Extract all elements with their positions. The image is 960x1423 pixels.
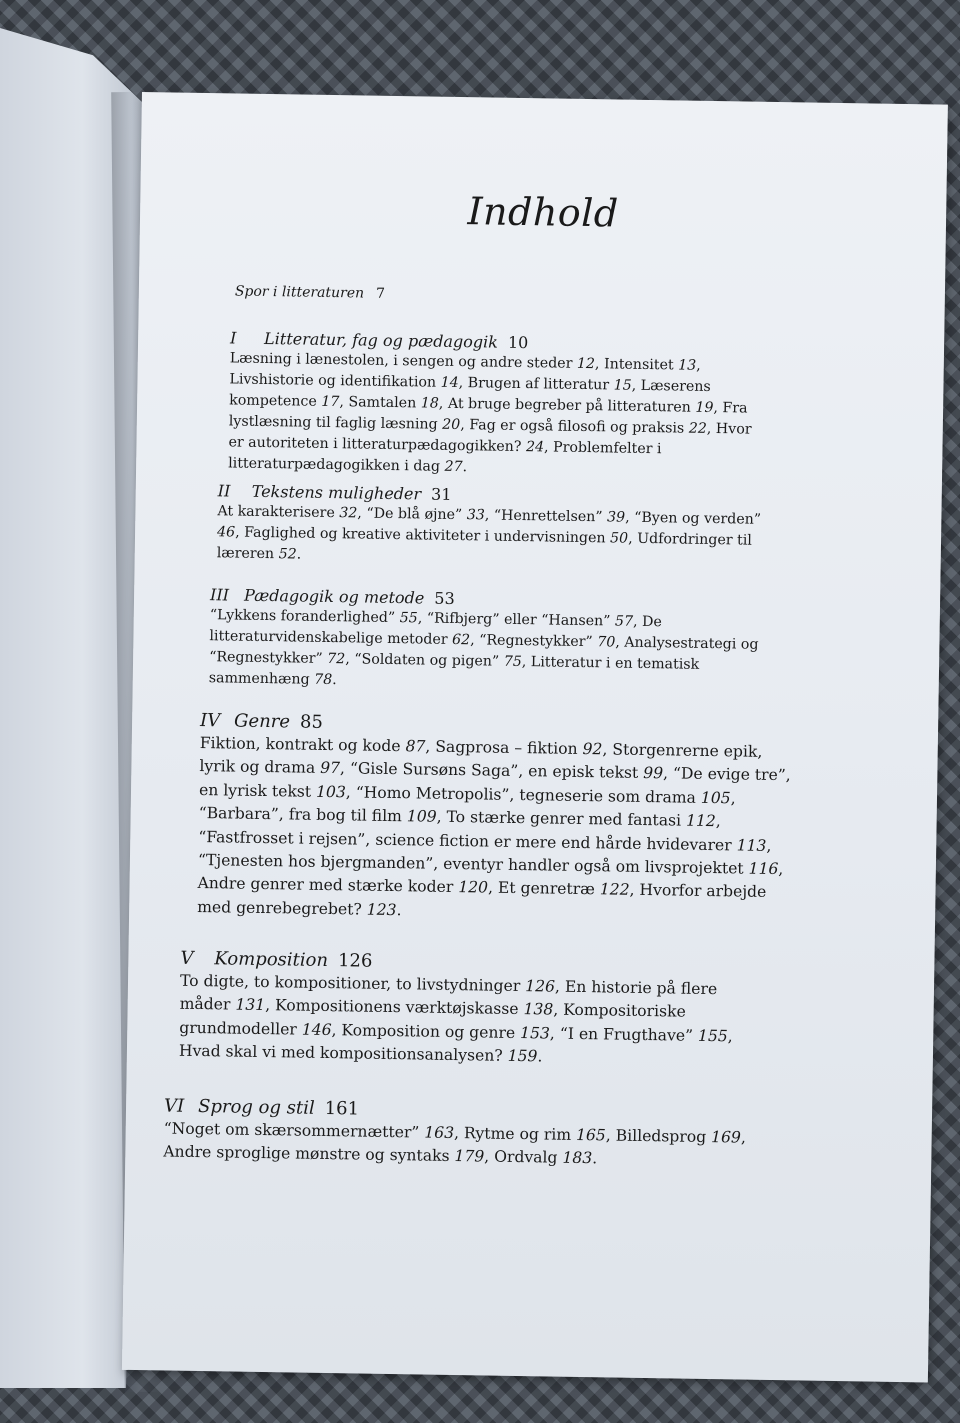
section-numeral: IV	[199, 709, 221, 732]
entry-title: Rytme og rim	[463, 1124, 572, 1144]
entry-title: Andre sproglige mønstre og syntaks	[163, 1142, 450, 1166]
entry-title: “Barbara”, fra bog til film	[198, 804, 403, 826]
toc-entry: “De evige tre”, en lyrisk tekst 103,	[198, 764, 791, 802]
section-title: Komposition	[214, 948, 329, 972]
toc-entry: Andre sproglige mønstre og syntaks 179,	[163, 1142, 495, 1167]
entry-page-number: 103	[315, 782, 346, 802]
entry-title: Problemfelter i litteraturpædagogikken i dag	[228, 439, 662, 475]
book-page	[122, 92, 948, 1383]
toc-section-5	[179, 948, 771, 1073]
toc-entry: To digte, to kompositioner, to livstydninger 126,	[179, 971, 566, 996]
entry-title: “Henrettelsen”	[493, 507, 603, 526]
section-entries	[197, 732, 800, 929]
entry-page-number: 146	[301, 1020, 332, 1039]
entry-title: “Soldaten og pigen”	[354, 651, 500, 670]
entry-title: De litteraturvidenskabelige metoder	[209, 613, 662, 648]
toc-entry: Brugen af litteratur 15,	[467, 375, 641, 394]
entry-page-number: 33	[466, 507, 485, 524]
entry-title: Læserens kompetence	[229, 377, 711, 410]
toc-entry: “Byen og verden” 46,	[216, 509, 762, 541]
entry-page-number: 19	[695, 399, 714, 417]
entry-page-number: 15	[613, 377, 632, 394]
entry-title: Sagprosa – fiktion	[435, 737, 578, 758]
toc-entry: Faglighed og kreative aktiviteter i undervisningen 50,	[244, 524, 638, 547]
entry-page-number: 24	[525, 439, 545, 456]
entry-title: Samtalen	[348, 394, 417, 412]
section-numeral: III	[209, 585, 230, 605]
entry-page-number: 52	[278, 546, 297, 563]
entry-page-number: 87	[405, 737, 426, 756]
entry-title: To digte, to kompositioner, to livstydninger	[179, 971, 521, 996]
section-title: Litteratur, fag og pædagogik	[263, 328, 499, 352]
toc-section-2	[217, 481, 766, 573]
entry-title: Fag er også filosofi og praksis	[469, 417, 685, 437]
entry-page-number: 165	[575, 1125, 606, 1145]
entry-title: At bruge begreber på litteraturen	[447, 395, 692, 416]
section-page-number: 31	[430, 484, 452, 504]
entry-title: Faglighed og kreative aktiviteter i undervisningen	[244, 524, 606, 547]
entry-title: Analysestrategi og “Regnestykker”	[209, 634, 759, 667]
entry-title: “Fastfrosset i rejsen”, science fiction er mere end hårde hvidevarer	[198, 827, 732, 854]
entry-page-number: 105	[700, 788, 731, 808]
entry-title: “I en Frugthave”	[559, 1024, 694, 1045]
toc-entry: “Henrettelsen” 39,	[493, 507, 635, 526]
section-page-number: 53	[434, 588, 455, 608]
toc-entry: “Homo Metropolis”, tegneserie som drama 105,	[355, 783, 736, 808]
toc-entry: Læsning i lænestolen, i sengen og andre steder 12,	[229, 350, 605, 373]
toc-entry: Kompositionens værktøjskasse 138,	[274, 996, 564, 1020]
section-page-number: 161	[324, 1097, 360, 1120]
entry-title: “Noget om skærsommernætter”	[163, 1119, 420, 1142]
entry-title: Kompositionens værktøjskasse	[274, 996, 519, 1019]
entry-page-number: 22	[688, 420, 707, 437]
toc-entry: To stærke genrer med fantasi 112,	[446, 808, 721, 831]
entry-title: Læsning i lænestolen, i sengen og andre steder	[229, 350, 573, 372]
entry-page-number: 14	[440, 374, 459, 392]
toc-entry: Analysestrategi og “Regnestykker” 72,	[209, 634, 759, 668]
entry-page-number: 109	[406, 807, 437, 826]
section-title: Genre	[233, 710, 291, 733]
section-entries	[179, 970, 770, 1073]
entry-title: “Gisle Sursøns Saga”, en episk tekst	[349, 759, 639, 783]
entry-title: Andre genrer med stærke koder	[197, 874, 454, 897]
entry-title: “De evige tre”, en lyrisk tekst	[198, 764, 791, 801]
entry-title: Brugen af litteratur	[467, 375, 610, 394]
entry-page-number: 20	[442, 416, 461, 434]
toc-section-4	[197, 710, 800, 929]
entry-title: “Tjenesten hos bjergmanden”, eventyr handler også om livsprojektet	[197, 851, 744, 878]
toc-entry: “Gisle Sursøns Saga”, en episk tekst 99,	[349, 759, 674, 783]
entry-page-number: 123	[366, 900, 397, 919]
entry-page-number: 32	[339, 505, 358, 522]
entry-title: Et genretræ	[497, 879, 595, 899]
section-title: Pædagogik og metode	[243, 585, 425, 608]
toc-entry: Fra lystlæsning til faglig læsning 20,	[228, 400, 748, 434]
entry-title: Intensitet	[603, 356, 674, 374]
toc-entry: “Noget om skærsommernætter” 163,	[163, 1119, 465, 1143]
toc-entry: Andre genrer med stærke koder 120,	[197, 874, 499, 898]
toc-entry: Intensitet 13,	[603, 356, 701, 374]
entry-title: To stærke genrer med fantasi	[446, 808, 682, 830]
intro-label: Spor i litteraturen	[234, 283, 365, 302]
toc-entry: Komposition og genre 153,	[341, 1021, 560, 1043]
entry-page-number: 78	[314, 671, 333, 689]
entry-title: Storgenrerne epik, lyrik og drama	[199, 740, 763, 778]
entry-page-number: 75	[503, 653, 522, 671]
section-page-number: 85	[299, 711, 324, 733]
toc-entry: Sagprosa – fiktion 92,	[435, 737, 613, 759]
entry-page-number: 27	[444, 458, 463, 476]
entry-title: Hvad skal vi med kompositionsanalysen?	[178, 1041, 503, 1066]
entry-page-number: 57	[614, 613, 634, 630]
entry-page-number: 17	[321, 393, 340, 411]
section-entries	[163, 1117, 784, 1174]
entry-page-number: 13	[678, 357, 697, 374]
toc-entry: Problemfelter i litteraturpædagogikken i dag 27.	[228, 439, 662, 476]
toc-entry: Udfordringer til læreren 52.	[216, 530, 752, 563]
entry-page-number: 62	[451, 631, 471, 649]
toc-section-6	[163, 1095, 784, 1174]
entry-page-number: 153	[519, 1023, 551, 1043]
toc-section-3	[209, 585, 767, 698]
toc-entry: Et genretræ 122,	[497, 879, 640, 900]
toc-entry: Hvor er autoriteten i litteraturpædagogikken? 24,	[228, 421, 752, 456]
toc-entry: En historie på flere måder 131,	[179, 977, 718, 1015]
toc-entry: “Regnestykker” 70,	[479, 632, 625, 651]
toc-entry: “Soldaten og pigen” 75,	[354, 651, 531, 671]
entry-title: “Regnestykker”	[479, 632, 593, 651]
toc-intro-entry	[235, 283, 385, 301]
entry-page-number: 92	[582, 740, 603, 759]
entry-page-number: 116	[748, 859, 779, 879]
toc-entry: Læserens kompetence 17,	[229, 377, 711, 411]
entry-page-number: 120	[458, 878, 489, 897]
toc-entry: Billedsprog 169,	[615, 1126, 747, 1147]
entry-title: “Lykkens foranderlighed”	[209, 607, 396, 627]
toc-entry: At bruge begreber på litteraturen 19,	[447, 395, 723, 417]
toc-entry: Storgenrerne epik, lyrik og drama 97,	[199, 740, 763, 778]
entry-page-number: 50	[609, 530, 629, 547]
toc-entry: Kompositoriske grundmodeller 146,	[179, 1001, 686, 1040]
entry-title: “Rifbjerg” eller “Hansen”	[426, 610, 611, 630]
entry-title: Livshistorie og identifikation	[229, 371, 437, 391]
entry-title: Fra lystlæsning til faglig læsning	[228, 400, 748, 433]
entry-title: Fiktion, kontrakt og kode	[199, 733, 401, 756]
entry-page-number: 99	[643, 764, 664, 783]
entry-page-number: 126	[525, 977, 556, 996]
section-numeral: II	[217, 481, 231, 501]
entry-page-number: 122	[599, 880, 630, 900]
toc-entry: “Fastfrosset i rejsen”, science fiction er mere end hårde hvidevarer 113,	[198, 827, 772, 855]
toc-entry: “Lykkens foranderlighed” 55,	[209, 607, 427, 627]
toc-entry: Samtalen 18,	[348, 394, 449, 412]
entry-page-number: 18	[420, 395, 439, 412]
entry-title: Litteratur i en tematisk sammenhæng	[208, 654, 700, 688]
entry-page-number: 39	[606, 509, 626, 526]
entry-title: Kompositoriske grundmodeller	[179, 1001, 686, 1039]
section-page-number: 126	[337, 950, 373, 972]
entry-title: Komposition og genre	[341, 1021, 516, 1042]
toc-entry: “De blå øjne” 33,	[366, 505, 494, 524]
toc-entry: Rytme og rim 165,	[463, 1124, 616, 1145]
section-entries	[217, 501, 766, 573]
toc-entry: Litteratur i en tematisk sammenhæng 78.	[208, 654, 700, 689]
entry-page-number: 155	[697, 1026, 728, 1046]
entry-page-number: 70	[597, 634, 616, 651]
toc-entry: “I en Frugthave” 155,	[559, 1024, 733, 1046]
entry-page-number: 169	[710, 1128, 742, 1147]
toc-entry: Fag er også filosofi og praksis 22,	[469, 417, 716, 438]
toc-entry: Livshistorie og identifikation 14,	[229, 371, 468, 392]
entry-title: At karakterisere	[217, 503, 335, 522]
section-page-number: 10	[507, 332, 529, 353]
entry-title: Udfordringer til læreren	[216, 530, 752, 563]
entry-page-number: 97	[320, 759, 341, 778]
entry-title: “Byen og verden”	[634, 509, 762, 528]
section-entries	[209, 605, 766, 698]
entry-title: Billedsprog	[615, 1126, 707, 1146]
entry-page-number: 112	[685, 811, 716, 831]
toc-entry: “Tjenesten hos bjergmanden”, eventyr handler også om livsprojektet 116,	[197, 851, 784, 879]
entry-title: Hvor er autoriteten i litteraturpædagogikken?	[228, 421, 752, 456]
entry-page-number: 72	[327, 650, 346, 668]
toc-entry: Hvorfor arbejde med genrebegrebet? 123.	[197, 881, 767, 920]
entry-page-number: 183	[562, 1149, 593, 1168]
entry-title: Hvorfor arbejde med genrebegrebet?	[197, 881, 767, 919]
toc-entry: At karakterisere 32,	[217, 503, 367, 522]
page-title: Indhold	[467, 189, 620, 236]
toc-entry: Fiktion, kontrakt og kode 87,	[199, 733, 436, 756]
entry-title: En historie på flere måder	[179, 977, 718, 1014]
section-numeral: VI	[163, 1095, 185, 1117]
section-title: Tekstens muligheder	[251, 481, 422, 504]
entry-page-number: 113	[736, 836, 767, 855]
toc-section-1	[228, 328, 770, 482]
entry-page-number: 159	[507, 1047, 538, 1066]
entry-page-number: 179	[454, 1147, 485, 1166]
section-numeral: I	[229, 328, 237, 348]
toc-entry: De litteraturvidenskabelige metoder 62,	[209, 613, 662, 649]
entry-page-number: 131	[235, 995, 266, 1015]
entry-title: “Homo Metropolis”, tegneserie som drama	[355, 783, 697, 807]
section-title: Sprog og stil	[197, 1096, 315, 1119]
toc-entry: “Barbara”, fra bog til film 109,	[198, 804, 447, 827]
toc-entry: “Rifbjerg” eller “Hansen” 57,	[426, 610, 643, 630]
table-of-contents	[142, 92, 948, 1168]
toc-entry: Hvad skal vi med kompositionsanalysen? 159.	[178, 1041, 543, 1066]
toc-entry: Ordvalg 183.	[494, 1148, 598, 1168]
section-numeral: V	[180, 947, 194, 969]
entry-title: “De blå øjne”	[366, 505, 463, 524]
intro-page-number: 7	[375, 285, 386, 302]
entry-page-number: 12	[576, 355, 596, 373]
entry-page-number: 163	[424, 1123, 455, 1143]
entry-title: Ordvalg	[494, 1148, 558, 1168]
section-entries	[228, 348, 770, 482]
entry-page-number: 138	[523, 1000, 554, 1019]
entry-page-number: 46	[216, 524, 236, 541]
entry-page-number: 55	[399, 610, 418, 627]
